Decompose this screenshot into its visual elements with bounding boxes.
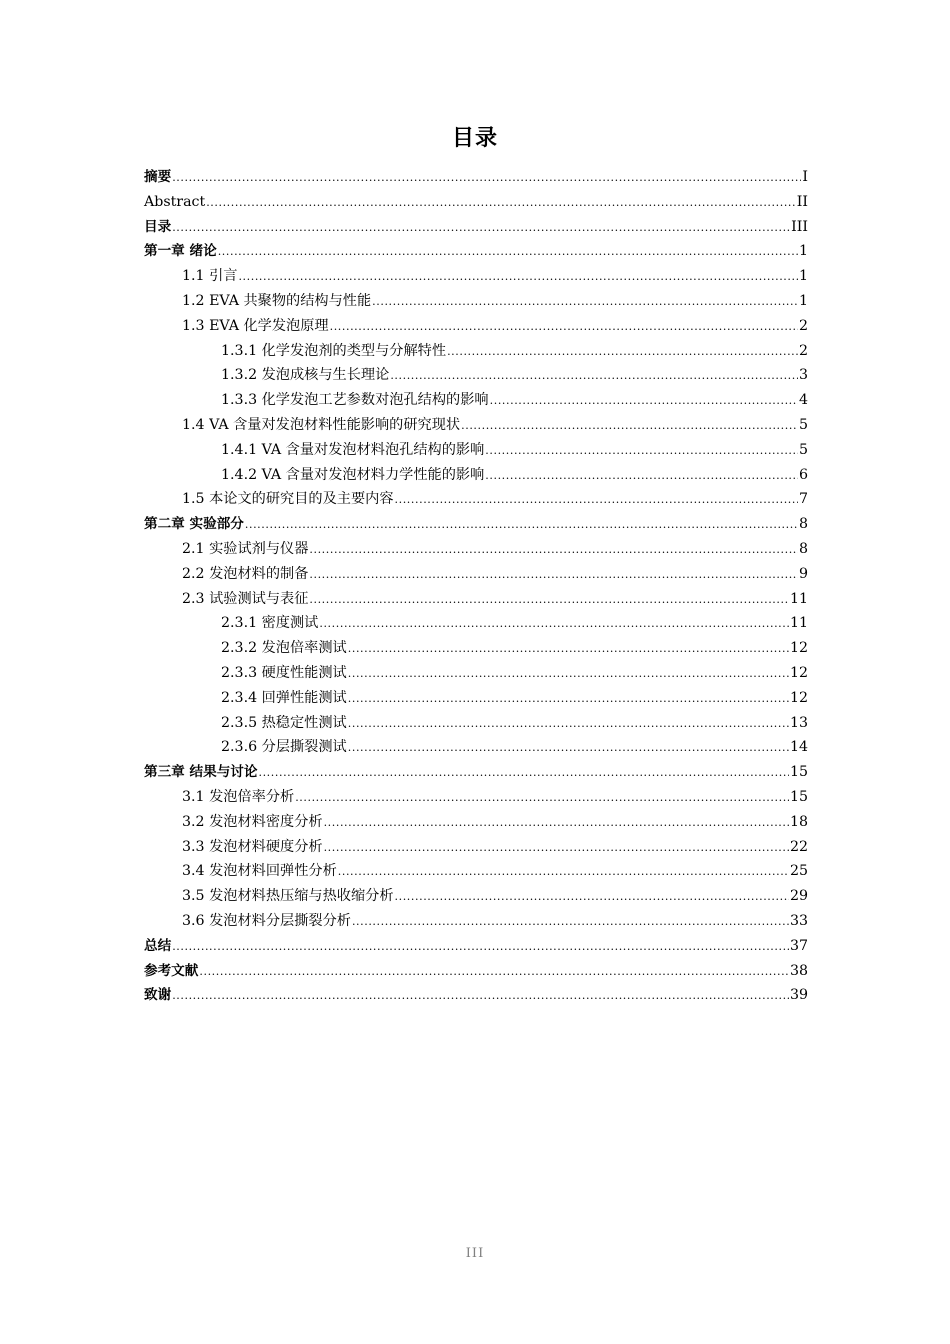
toc-entry-page-number: II <box>796 193 808 210</box>
toc-dot-leader <box>490 388 798 414</box>
toc-dot-leader <box>309 587 789 613</box>
toc-dot-leader <box>258 760 788 786</box>
toc-entry-page-number: 1 <box>798 243 808 260</box>
toc-entry[interactable] <box>221 438 808 463</box>
toc-entry-page-number: 15 <box>789 789 808 805</box>
toc-entry-page-number: 3 <box>798 367 808 384</box>
toc-dot-leader <box>348 735 789 761</box>
toc-entry-page-number: 2 <box>798 317 808 334</box>
toc-entry-label: 3.1 发泡倍率分析 <box>182 789 295 805</box>
toc-dot-leader <box>461 413 798 439</box>
toc-entry[interactable] <box>221 636 808 661</box>
toc-entry-page-number: 8 <box>798 516 808 533</box>
toc-dot-leader <box>295 785 789 811</box>
toc-dot-leader <box>172 983 789 1009</box>
toc-entry-label: 3.3 发泡材料硬度分析 <box>182 838 323 855</box>
toc-dot-leader <box>447 339 798 365</box>
toc-entry[interactable] <box>221 463 808 488</box>
toc-entry-page-number: 12 <box>789 640 808 657</box>
toc-dot-leader <box>218 239 798 265</box>
toc-entry-label: 致谢 <box>144 987 172 1004</box>
toc-entry[interactable] <box>144 239 808 264</box>
toc-entry-label: 2.1 实验试剂与仪器 <box>182 541 309 557</box>
toc-dot-leader <box>324 835 789 861</box>
toc-entry-label: 目录 <box>144 218 172 235</box>
toc-entry[interactable] <box>144 934 808 959</box>
toc-entry-label: 2.2 发泡材料的制备 <box>182 565 309 582</box>
toc-entry-page-number: 7 <box>798 491 808 508</box>
toc-entry[interactable] <box>221 661 808 686</box>
toc-entry[interactable] <box>144 983 808 1008</box>
toc-entry[interactable] <box>221 339 808 364</box>
toc-dot-leader <box>395 487 798 513</box>
toc-entry-page-number: 2 <box>798 342 808 359</box>
toc-dot-leader <box>395 884 789 910</box>
toc-entry[interactable] <box>221 711 808 736</box>
toc-entry-page-number: 5 <box>798 441 808 458</box>
toc-entry-label: 参考文献 <box>144 962 199 979</box>
toc-entry-page-number: 38 <box>789 962 808 979</box>
toc-entry[interactable] <box>182 314 808 339</box>
toc-entry-page-number: 8 <box>798 541 808 557</box>
toc-entry-label: 2.3.2 发泡倍率测试 <box>221 640 347 657</box>
toc-entry[interactable] <box>182 562 808 587</box>
toc-dot-leader <box>238 264 798 290</box>
toc-entry-label: 3.6 发泡材料分层撕裂分析 <box>182 913 351 929</box>
page-title: 目录 <box>451 126 498 151</box>
toc-dot-leader <box>352 909 789 935</box>
toc-dot-leader <box>319 611 789 637</box>
toc-entry-label: 第三章 结果与讨论 <box>144 764 258 781</box>
toc-entry-page-number: 15 <box>789 764 808 781</box>
toc-entry-label: 1.4.1 VA 含量对发泡材料泡孔结构的影响 <box>221 441 485 458</box>
toc-entry[interactable] <box>144 190 808 215</box>
toc-entry-label: 2.3 试验测试与表征 <box>182 590 309 607</box>
toc-entry[interactable] <box>144 512 808 537</box>
toc-entry-page-number: 1 <box>798 268 808 285</box>
toc-entry[interactable] <box>221 735 808 760</box>
toc-entry-page-number: 29 <box>789 888 808 905</box>
toc-entry[interactable] <box>182 859 808 884</box>
toc-dot-leader <box>172 934 789 960</box>
toc-dot-leader <box>172 215 790 241</box>
toc-entry[interactable] <box>144 760 808 785</box>
toc-entry-label: 2.3.3 硬度性能测试 <box>221 665 347 681</box>
toc-entry[interactable] <box>182 810 808 835</box>
toc-entry-label: 2.3.5 热稳定性测试 <box>221 714 347 731</box>
toc-dot-leader <box>485 463 798 489</box>
toc-dot-leader <box>390 363 798 389</box>
toc-dot-leader <box>348 661 789 687</box>
toc-dot-leader <box>245 512 798 538</box>
toc-entry[interactable] <box>144 165 808 190</box>
toc-dot-leader <box>172 165 801 191</box>
toc-entry-label: 1.1 引言 <box>182 268 238 285</box>
toc-entry[interactable] <box>182 909 808 934</box>
toc-entry-page-number: 12 <box>789 665 808 681</box>
toc-dot-leader <box>348 711 789 737</box>
toc-entry-label: 第二章 实验部分 <box>144 516 244 533</box>
toc-entry[interactable] <box>182 413 808 438</box>
toc-entry-page-number: I <box>802 169 808 185</box>
toc-entry-page-number: 11 <box>789 590 808 607</box>
toc-entry-label: 1.4.2 VA 含量对发泡材料力学性能的影响 <box>221 466 485 483</box>
toc-dot-leader <box>309 562 798 588</box>
toc-entry-label: 1.3.3 化学发泡工艺参数对泡孔结构的影响 <box>221 392 489 409</box>
toc-entry-label: 1.4 VA 含量对发泡材料性能影响的研究现状 <box>182 417 461 433</box>
toc-entry[interactable] <box>182 587 808 612</box>
toc-entry-label: 1.3.2 发泡成核与生长理论 <box>221 367 390 384</box>
toc-entry-page-number: 18 <box>789 813 808 830</box>
toc-entry[interactable] <box>221 611 808 636</box>
toc-entry-page-number: 25 <box>789 863 808 880</box>
toc-entry-label: 1.3 EVA 化学发泡原理 <box>182 317 329 334</box>
toc-dot-leader <box>348 686 789 712</box>
toc-dot-leader <box>348 636 789 662</box>
toc-entry-page-number: 22 <box>789 838 808 855</box>
toc-dot-leader <box>324 810 789 836</box>
toc-entry-page-number: 14 <box>789 739 808 756</box>
toc-entry[interactable] <box>182 537 808 562</box>
toc-entry-label: 3.2 发泡材料密度分析 <box>182 813 323 830</box>
toc-entry-page-number: 13 <box>789 714 808 731</box>
toc-dot-leader <box>330 314 798 340</box>
toc-entry-page-number: 12 <box>789 689 808 706</box>
toc-entry[interactable] <box>182 264 808 289</box>
toc-entry-page-number: 11 <box>789 615 808 632</box>
toc-entry[interactable] <box>221 363 808 388</box>
toc-entry[interactable] <box>182 835 808 860</box>
page-number-footer: III <box>465 1246 485 1261</box>
toc-entry-label: 2.3.1 密度测试 <box>221 615 319 632</box>
toc-entry-page-number: 37 <box>789 937 808 954</box>
toc-entry-page-number: 1 <box>798 293 808 309</box>
toc-dot-leader <box>338 859 789 885</box>
toc-entry-label: Abstract <box>144 193 206 210</box>
toc-entry[interactable] <box>221 686 808 711</box>
toc-entry-label: 2.3.4 回弹性能测试 <box>221 689 347 706</box>
toc-entry-page-number: 9 <box>798 565 808 582</box>
toc-entry-label: 摘要 <box>144 169 172 185</box>
toc-entry-label: 总结 <box>144 937 172 954</box>
toc-entry[interactable] <box>182 785 808 810</box>
toc-dot-leader <box>485 438 798 464</box>
toc-entry[interactable] <box>182 884 808 909</box>
toc-entry[interactable] <box>221 388 808 413</box>
toc-entry-label: 1.3.1 化学发泡剂的类型与分解特性 <box>221 342 447 359</box>
toc-entry[interactable] <box>144 215 808 240</box>
toc-entry-page-number: 4 <box>798 392 808 409</box>
toc-entry-label: 第一章 绪论 <box>144 243 217 260</box>
toc-entry-page-number: 33 <box>789 913 808 929</box>
toc-entry-label: 1.2 EVA 共聚物的结构与性能 <box>182 293 372 309</box>
toc-dot-leader <box>199 959 789 985</box>
toc-entry-label: 3.5 发泡材料热压缩与热收缩分析 <box>182 888 394 905</box>
toc-entry[interactable] <box>182 487 808 512</box>
toc-entry-page-number: 6 <box>798 466 808 483</box>
toc-dot-leader <box>372 289 798 315</box>
toc-entry[interactable] <box>144 959 808 984</box>
toc-entry-page-number: 39 <box>789 987 808 1004</box>
toc-dot-leader <box>309 537 798 563</box>
toc-entry-page-number: III <box>791 218 808 235</box>
toc-entry-page-number: 5 <box>798 417 808 433</box>
toc-entry-label: 1.5 本论文的研究目的及主要内容 <box>182 491 394 508</box>
toc-entry-label: 3.4 发泡材料回弹性分析 <box>182 863 337 880</box>
toc-dot-leader <box>206 190 796 216</box>
toc-entry[interactable] <box>182 289 808 314</box>
toc-entry-label: 2.3.6 分层撕裂测试 <box>221 739 347 756</box>
